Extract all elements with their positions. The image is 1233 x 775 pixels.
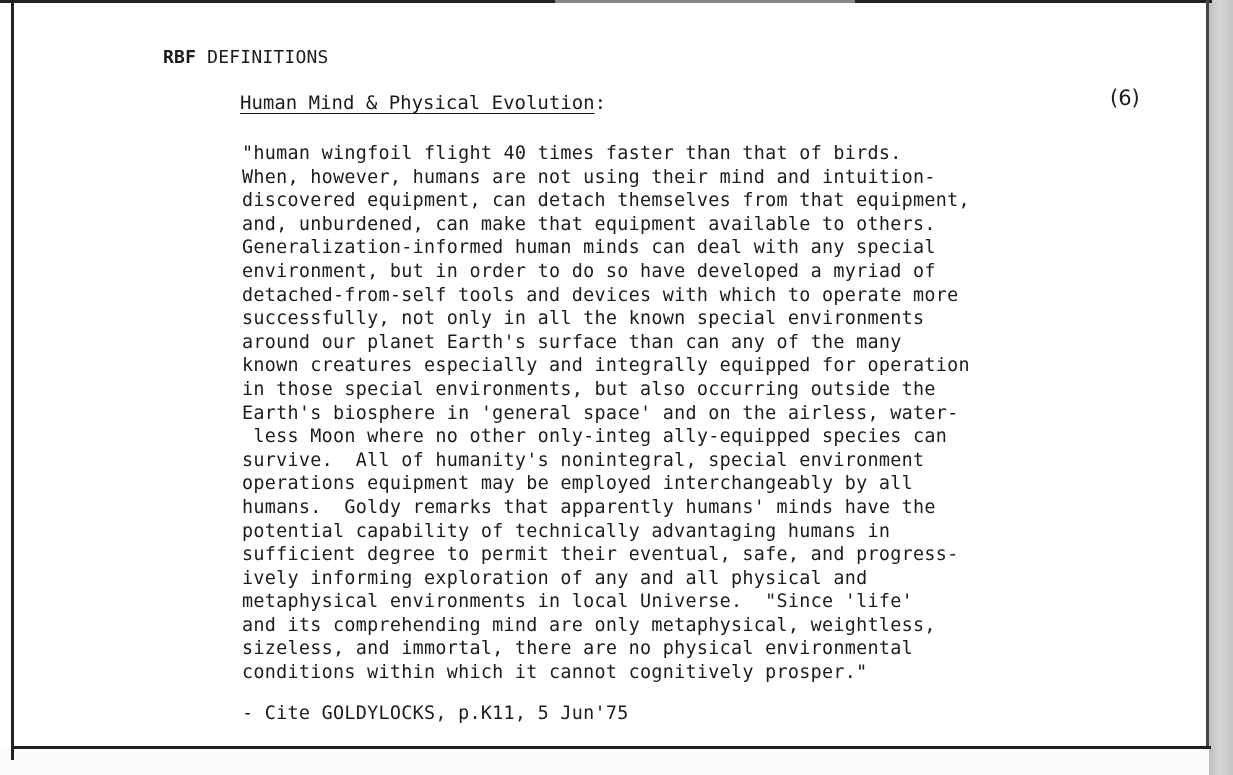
body-line: conditions within which it cannot cognitively prosper." <box>242 662 868 684</box>
card-border-left <box>11 0 14 760</box>
body-line: When, however, humans are not using their mind and intuition- <box>242 166 936 188</box>
card-tab-notch <box>555 0 855 3</box>
body-line: known creatures especially and integrally equipped for operation <box>242 355 970 377</box>
document-header <box>163 47 329 68</box>
body-line: metaphysical environments in local Universe. "Since 'life' <box>242 591 913 613</box>
body-line: humans. Goldy remarks that apparently humans' minds have the <box>242 496 936 518</box>
section-heading-text: Human Mind & Physical Evolution <box>240 92 595 114</box>
body-line: around our planet Earth's surface than can any of the many <box>242 331 902 353</box>
card-border-right <box>1206 0 1209 746</box>
body-line: and, unburdened, can make that equipment available to others. <box>242 213 936 235</box>
quotation-body <box>242 142 1162 685</box>
body-line: potential capability of technically advantaging humans in <box>242 520 891 542</box>
body-line: environment, but in order to do so have developed a myriad of <box>242 260 936 282</box>
body-line: and its comprehending mind are only metaphysical, weightless, <box>242 614 936 636</box>
scan-bottom-margin <box>0 749 1209 775</box>
body-line: operations equipment may be employed interchangeably by all <box>242 473 913 495</box>
page-number: (6) <box>1110 86 1140 110</box>
body-line: discovered equipment, can detach themselves from that equipment, <box>242 190 970 212</box>
body-line: ively informing exploration of any and all physical and <box>242 567 868 589</box>
citation: - Cite GOLDYLOCKS, p.K11, 5 Jun'75 <box>242 703 629 724</box>
body-line: survive. All of humanity's nonintegral, special environment <box>242 449 925 471</box>
scan-right-edge <box>1209 0 1233 775</box>
body-line: sizeless, and immortal, there are no physical environmental <box>242 638 913 660</box>
body-line: detached-from-self tools and devices with which to operate more <box>242 284 959 306</box>
body-line: in those special environments, but also occurring outside the <box>242 378 936 400</box>
body-line: Generalization-informed human minds can deal with any special <box>242 237 936 259</box>
body-line: "human wingfoil flight 40 times faster than that of birds. <box>242 143 902 164</box>
header-title: DEFINITIONS <box>207 47 329 68</box>
card-border-bottom <box>11 746 1211 749</box>
header-prefix: RBF <box>163 47 197 68</box>
section-heading-colon: : <box>594 92 607 114</box>
body-line: sufficient degree to permit their eventual, safe, and progress- <box>242 544 959 566</box>
body-line: successfully, not only in all the known special environments <box>242 308 925 330</box>
section-heading <box>240 92 606 114</box>
body-line: Earth's biosphere in 'general space' and on the airless, water- <box>242 402 959 424</box>
body-line: less Moon where no other only-integ ally-equipped species can <box>242 426 948 448</box>
